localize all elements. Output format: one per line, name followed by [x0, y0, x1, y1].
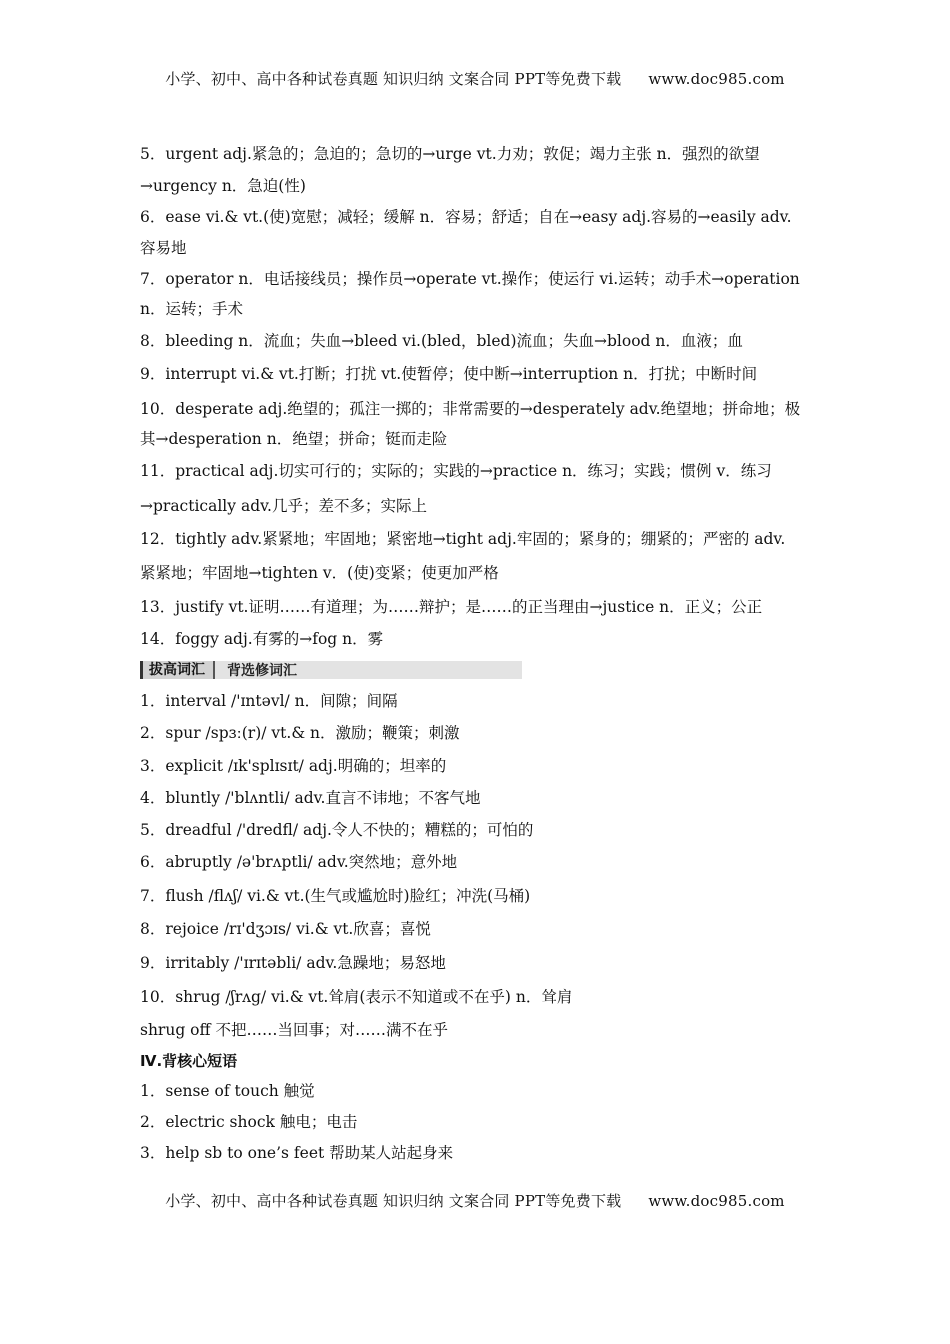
- phrases-heading: Ⅳ.背核心短语: [140, 1052, 238, 1070]
- entry-line: 6．ease vi.& vt.(使)宽慰；减轻；缓解 n．容易；舒适；自在→easy adj.容易的→easily adv.: [140, 208, 792, 226]
- vocab-item: 4．bluntly /'blʌntli/ adv.直言不讳地；不客气地: [140, 789, 481, 807]
- vocab-item: 10．shrug /ʃrʌg/ vi.& vt.耸肩(表示不知道或不在乎) n．耸肩: [140, 988, 573, 1006]
- entry-line: →practically adv.几乎；差不多；实际上: [140, 497, 427, 515]
- header-url[interactable]: www.doc985.com: [648, 70, 785, 88]
- vocab-item: 6．abruptly /ə'brʌptli/ adv.突然地；意外地: [140, 853, 458, 871]
- entry-line: 8．bleeding n．流血；失血→bleed vi.(bled，bled)流血；失血→blood n．血液；血: [140, 332, 743, 350]
- vocab-item: shrug off 不把……当回事；对……满不在乎: [140, 1021, 448, 1039]
- section-subtitle: 背选修词汇: [227, 663, 297, 679]
- entry-line: 10．desperate adj.绝望的；孤注一掷的；非常需要的→desperately adv.绝望地；拼命地；极: [140, 400, 801, 418]
- vocab-item: 8．rejoice /rɪ'dʒɔɪs/ vi.& vt.欣喜；喜悦: [140, 920, 431, 938]
- vocab-item: 7．flush /flʌʃ/ vi.& vt.(生气或尴尬时)脸红；冲洗(马桶): [140, 887, 531, 905]
- entry-line: 7．operator n．电话接线员；操作员→operate vt.操作；使运行 vi.运转；动手术→operation: [140, 270, 800, 288]
- entry-line: →urgency n．急迫(性): [140, 177, 306, 195]
- header-text: 小学、初中、高中各种试卷真题 知识归纳 文案合同 PPT等免费下载: [165, 70, 622, 88]
- entry-line: 9．interrupt vi.& vt.打断；打扰 vt.使暂停；使中断→interruption n．打扰；中断时间: [140, 365, 758, 383]
- section-banner: [140, 661, 522, 679]
- phrase-item: 2．electric shock 触电；电击: [140, 1113, 358, 1131]
- phrase-item: 3．help sb to one’s feet 帮助某人站起身来: [140, 1144, 454, 1162]
- entry-line: 5．urgent adj.紧急的；急迫的；急切的→urge vt.力劝；敦促；竭力主张 n．强烈的欲望: [140, 145, 760, 163]
- entry-line: 容易地: [140, 239, 187, 257]
- page-header: [0, 68, 950, 89]
- footer-text: 小学、初中、高中各种试卷真题 知识归纳 文案合同 PPT等免费下载: [165, 1192, 622, 1210]
- entry-line: 其→desperation n．绝望；拼命；铤而走险: [140, 430, 448, 448]
- vocab-item: 1．interval /'ɪntəvl/ n．间隙；间隔: [140, 692, 398, 710]
- entry-line: 14．foggy adj.有雾的→fog n．雾: [140, 630, 384, 648]
- vocab-item: 9．irritably /'ɪrɪtəbli/ adv.急躁地；易怒地: [140, 954, 446, 972]
- footer-url[interactable]: www.doc985.com: [648, 1192, 785, 1210]
- vocab-item: 3．explicit /ɪk'splɪsɪt/ adj.明确的；坦率的: [140, 757, 447, 775]
- entry-line: 11．practical adj.切实可行的；实际的；实践的→practice n．练习；实践；惯例 v．练习: [140, 462, 772, 480]
- entry-line: 13．justify vt.证明……有道理；为……辩护；是……的正当理由→justice n．正义；公正: [140, 598, 763, 616]
- vocab-item: 2．spur /spɜː(r)/ vt.& n．激励；鞭策；刺激: [140, 724, 460, 742]
- phrase-item: 1．sense of touch 触觉: [140, 1082, 315, 1100]
- entry-line: n．运转；手术: [140, 300, 243, 318]
- section-tag: 拔高词汇: [143, 661, 215, 679]
- vocab-item: 5．dreadful /'dredfl/ adj.令人不快的；糟糕的；可怕的: [140, 821, 534, 839]
- page-footer: [0, 1190, 950, 1211]
- entry-line: 12．tightly adv.紧紧地；牢固地；紧密地→tight adj.牢固的；紧身的；绷紧的；严密的 adv.: [140, 530, 786, 548]
- entry-line: 紧紧地；牢固地→tighten v．(使)变紧；使更加严格: [140, 564, 499, 582]
